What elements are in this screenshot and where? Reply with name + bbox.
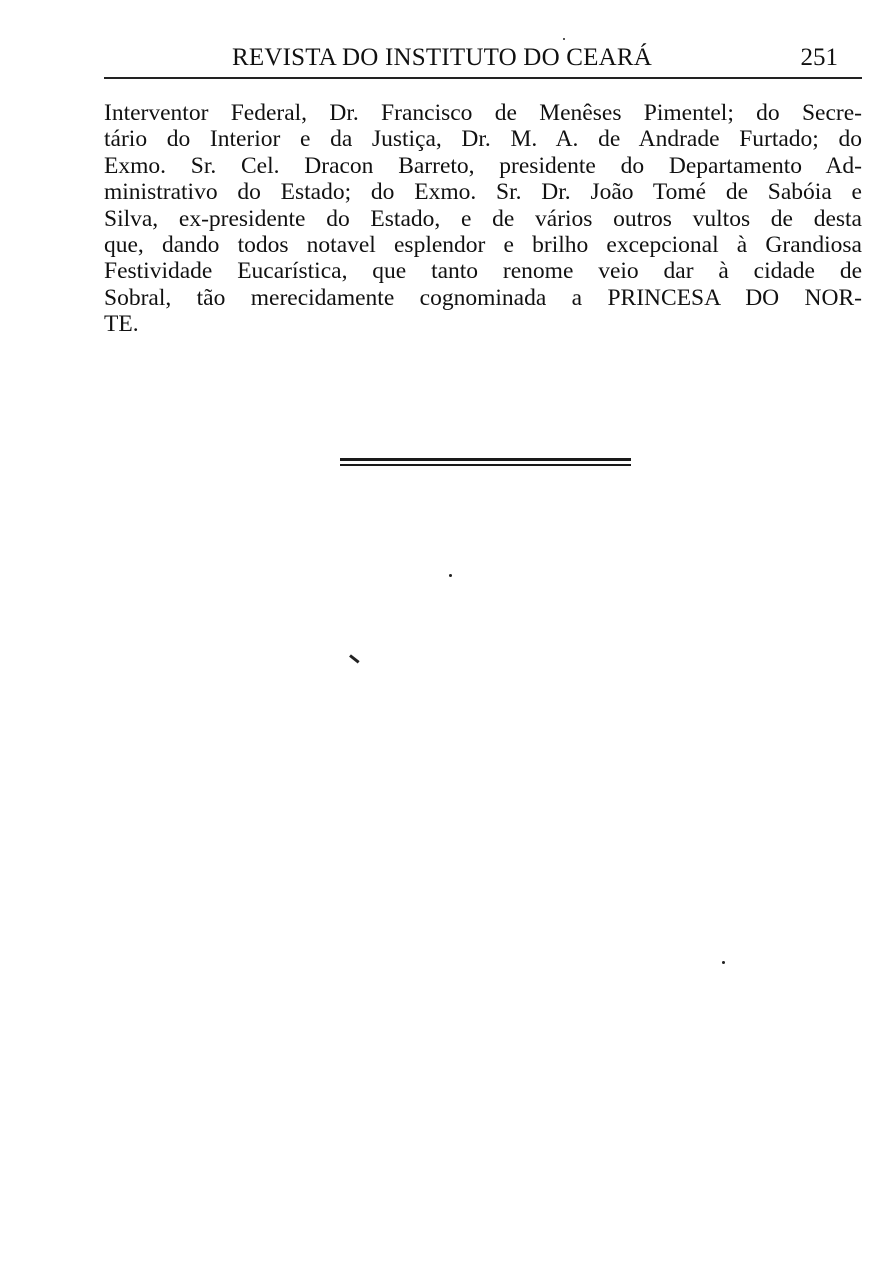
text-line: Sobral, tão merecidamente cognominada a PRINCESA DO NOR-	[104, 284, 862, 311]
text-line: TE.	[104, 311, 139, 338]
page-number: 251	[800, 44, 838, 71]
print-speck	[449, 574, 452, 577]
text-line: Exmo. Sr. Cel. Dracon Barreto, presidente do Departamento Ad-	[104, 152, 862, 179]
rule-thin-line	[340, 464, 631, 466]
text-line: que, dando todos notavel esplendor e brilho excepcional à Grandiosa	[104, 231, 862, 258]
print-speck	[722, 961, 725, 964]
stray-ink-mark	[349, 654, 360, 663]
text-line: Interventor Federal, Dr. Francisco de Menêses Pimentel; do Secre-	[104, 100, 862, 126]
section-end-double-rule	[340, 458, 631, 466]
text-line: Festividade Eucarística, que tanto renome veio dar à cidade de	[104, 258, 862, 285]
rule-thick-line	[340, 458, 631, 461]
body-paragraph	[104, 100, 862, 338]
text-line: ministrativo do Estado; do Exmo. Sr. Dr. João Tomé de Sabóia e	[104, 179, 862, 206]
text-line: Silva, ex-presidente do Estado, e de vários outros vultos de desta	[104, 205, 862, 232]
text-line: tário do Interior e da Justiça, Dr. M. A. de Andrade Furtado; do	[104, 126, 862, 153]
print-speck	[563, 38, 565, 40]
running-header	[104, 44, 862, 76]
header-rule	[104, 77, 862, 79]
running-title: REVISTA DO INSTITUTO DO CEARÁ	[232, 44, 652, 71]
